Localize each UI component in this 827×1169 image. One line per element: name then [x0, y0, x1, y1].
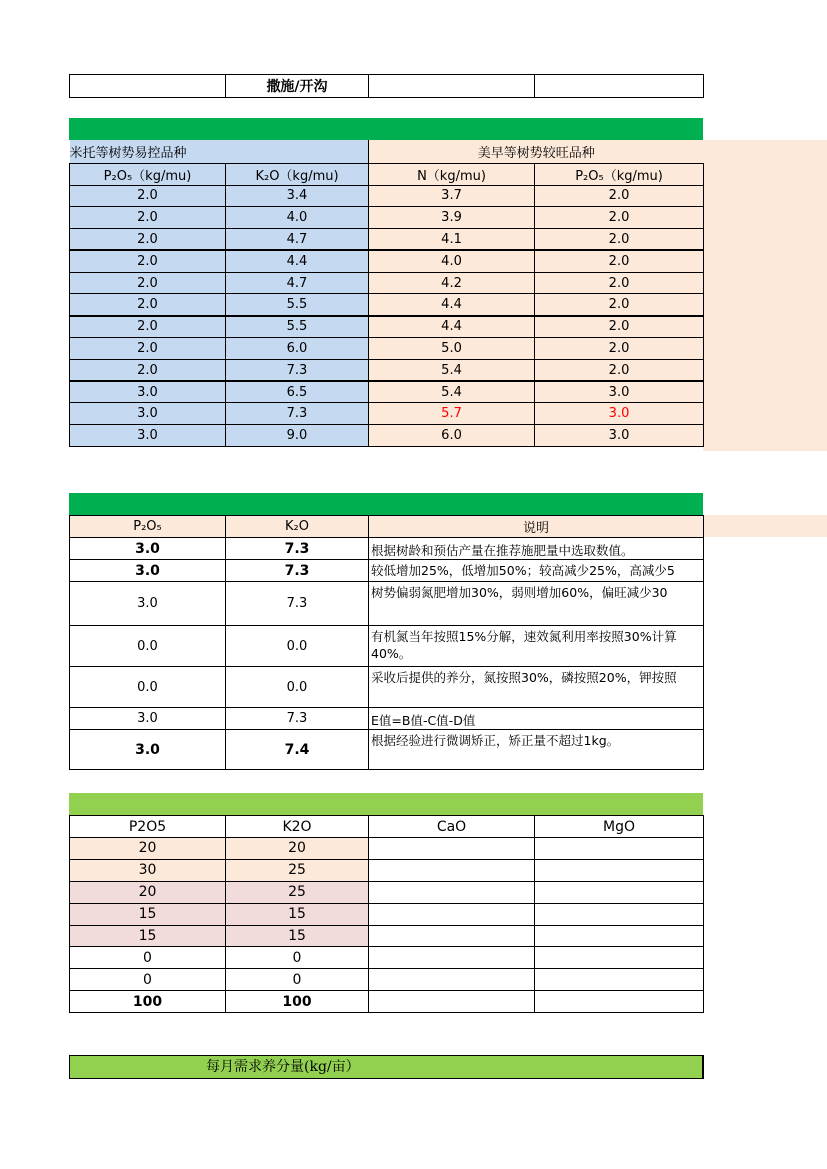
s2-cell: 3.0: [70, 538, 226, 560]
s2-col-header: P₂O₅: [70, 516, 226, 538]
table-row: [70, 207, 704, 229]
s3-cell: [369, 838, 535, 860]
table-row: [70, 925, 704, 947]
s1-col-header: P₂O₅（kg/mu): [70, 163, 226, 185]
section2-table: [69, 515, 704, 770]
s1-cell: 2.0: [535, 229, 704, 251]
s1-cell: 6.0: [369, 425, 535, 447]
s1-cell: 7.3: [226, 403, 369, 425]
s1-cell: 2.0: [535, 294, 704, 316]
s2-note: E值=B值-C值-D值: [369, 708, 704, 730]
s1-cell: 3.0: [535, 425, 704, 447]
s2-cell: 3.0: [70, 560, 226, 582]
table-row: [70, 838, 704, 860]
s2-note: 有机氮当年按照15%分解，速效氮利用率按照30%计算 40%。: [369, 626, 704, 667]
section2-header-bar: [69, 493, 703, 515]
s1-cell: 3.4: [226, 185, 369, 207]
table-row: [70, 667, 704, 708]
s1-cell: 2.0: [70, 272, 226, 294]
s3-cell: 20: [70, 881, 226, 903]
table-row: [70, 626, 704, 667]
s1-cell: 5.5: [226, 294, 369, 316]
s3-cell: [535, 925, 704, 947]
s1-cell: 2.0: [70, 229, 226, 251]
s2-cell: 7.3: [226, 708, 369, 730]
s1-cell: 2.0: [535, 359, 704, 381]
s1-cell: 4.0: [226, 207, 369, 229]
s2-note: 较低增加25%，低增加50%；较高减少25%，高减少5: [369, 560, 704, 582]
s3-cell: 20: [70, 838, 226, 860]
s1-cell: 3.9: [369, 207, 535, 229]
monthly-need-bar: [69, 1055, 704, 1079]
s1-cell: 4.0: [369, 250, 535, 272]
s1-cell: 5.0: [369, 338, 535, 360]
s1-cell: 6.5: [226, 381, 369, 403]
table-row: [70, 316, 704, 338]
s3-cell: 25: [226, 859, 369, 881]
section1-table: [69, 140, 704, 447]
s1-cell: 4.4: [226, 250, 369, 272]
table-row: [70, 991, 704, 1013]
s1-cell: 3.0: [70, 425, 226, 447]
top-cell-1: [70, 75, 226, 98]
top-row-table: [69, 74, 704, 98]
table-row: [70, 359, 704, 381]
section3-table: [69, 815, 704, 1013]
table-row: [70, 560, 704, 582]
s1-cell: 2.0: [535, 338, 704, 360]
s2-note: 树势偏弱氮肥增加30%，弱则增加60%，偏旺减少30: [369, 582, 704, 626]
top-cell-label: 撒施/开沟: [226, 75, 369, 98]
table-row: [70, 250, 704, 272]
s2-cell: 0.0: [226, 667, 369, 708]
table-row: [70, 403, 704, 425]
s1-cell: 4.7: [226, 272, 369, 294]
table-row: [70, 903, 704, 925]
s3-cell: 0: [70, 969, 226, 991]
s2-note: 采收后提供的养分，氮按照30%，磷按照20%，钾按照: [369, 667, 704, 708]
table-row: [70, 708, 704, 730]
s1-col-header: P₂O₅（kg/mu): [535, 163, 704, 185]
s2-cell: 3.0: [70, 730, 226, 770]
s2-cell: 7.3: [226, 582, 369, 626]
table-row: [70, 338, 704, 360]
section3-header-bar: [69, 793, 703, 815]
table-row: [70, 185, 704, 207]
s2-col-header: 说明: [369, 516, 704, 538]
section2-overflow-fill: [703, 515, 827, 537]
s1-cell: 2.0: [70, 250, 226, 272]
s1-cell: 2.0: [535, 207, 704, 229]
table-row: [70, 947, 704, 969]
s2-cell: 3.0: [70, 708, 226, 730]
s1-cell: 2.0: [70, 338, 226, 360]
s3-cell: 20: [226, 838, 369, 860]
s3-cell: [535, 838, 704, 860]
s1-cell: 4.7: [226, 229, 369, 251]
s1-cell: 5.7: [369, 403, 535, 425]
top-cell-4: [535, 75, 704, 98]
table-row: [70, 294, 704, 316]
s1-cell: 2.0: [70, 294, 226, 316]
s2-cell: 0.0: [226, 626, 369, 667]
s2-cell: 7.3: [226, 560, 369, 582]
s1-cell: 3.0: [70, 403, 226, 425]
s1-cell: 2.0: [70, 359, 226, 381]
s3-cell: 0: [70, 947, 226, 969]
table-row: [70, 582, 704, 626]
s3-cell: [369, 925, 535, 947]
s3-cell: [535, 947, 704, 969]
s3-cell: [369, 859, 535, 881]
s1-cell: 3.0: [70, 381, 226, 403]
s3-cell: 0: [226, 947, 369, 969]
s3-cell: [535, 859, 704, 881]
table-row: [70, 859, 704, 881]
s1-cell: 4.4: [369, 316, 535, 338]
top-cell-3: [369, 75, 535, 98]
table-row: [70, 381, 704, 403]
s1-cell: 4.2: [369, 272, 535, 294]
s3-cell: 15: [226, 903, 369, 925]
group-label-left: 米托等树势易控品种: [70, 140, 369, 163]
s1-cell: 2.0: [535, 272, 704, 294]
monthly-need-title: 每月需求养分量(kg/亩）: [206, 1059, 360, 1075]
s1-col-header: N（kg/mu): [369, 163, 535, 185]
s1-cell: 2.0: [535, 185, 704, 207]
s1-cell: 2.0: [535, 250, 704, 272]
s3-cell: [535, 991, 704, 1013]
s2-cell: 7.3: [226, 538, 369, 560]
s3-cell: [369, 947, 535, 969]
s2-cell: 7.4: [226, 730, 369, 770]
s3-col-header: K2O: [226, 816, 369, 838]
table-row: [70, 730, 704, 770]
table-row: [70, 425, 704, 447]
s3-cell: 100: [226, 991, 369, 1013]
s1-cell: 5.5: [226, 316, 369, 338]
s3-cell: 100: [70, 991, 226, 1013]
table-row: [70, 272, 704, 294]
s2-note: 根据树龄和预估产量在推荐施肥量中选取数值。: [369, 538, 704, 560]
s3-cell: [369, 903, 535, 925]
table-row: [70, 538, 704, 560]
s1-cell: 9.0: [226, 425, 369, 447]
s3-cell: 0: [226, 969, 369, 991]
s1-cell: 5.4: [369, 381, 535, 403]
s3-cell: 25: [226, 881, 369, 903]
s3-col-header: CaO: [369, 816, 535, 838]
s1-cell: 2.0: [70, 185, 226, 207]
s1-cell: 6.0: [226, 338, 369, 360]
s3-cell: 30: [70, 859, 226, 881]
s3-cell: [535, 881, 704, 903]
s1-cell: 2.0: [535, 316, 704, 338]
s1-cell: 3.7: [369, 185, 535, 207]
s3-cell: [535, 903, 704, 925]
group-label-right: 美早等树势较旺品种: [369, 140, 704, 163]
s1-cell: 2.0: [70, 316, 226, 338]
section1-overflow-fill: [703, 140, 827, 451]
s3-cell: [369, 991, 535, 1013]
s3-col-header: P2O5: [70, 816, 226, 838]
s3-cell: 15: [70, 903, 226, 925]
s1-cell: 7.3: [226, 359, 369, 381]
s1-cell: 5.4: [369, 359, 535, 381]
s3-cell: 15: [70, 925, 226, 947]
table-row: [70, 229, 704, 251]
s3-col-header: MgO: [535, 816, 704, 838]
s2-col-header: K₂O: [226, 516, 369, 538]
s3-cell: [369, 881, 535, 903]
table-row: [70, 881, 704, 903]
s2-note: 根据经验进行微调矫正，矫正量不超过1kg。: [369, 730, 704, 770]
s2-cell: 0.0: [70, 626, 226, 667]
table-row: [70, 969, 704, 991]
s3-cell: [369, 969, 535, 991]
s1-col-header: K₂O（kg/mu): [226, 163, 369, 185]
s1-cell: 4.1: [369, 229, 535, 251]
section1-header-bar: [69, 118, 703, 140]
s3-cell: [535, 969, 704, 991]
s1-cell: 3.0: [535, 381, 704, 403]
s2-cell: 3.0: [70, 582, 226, 626]
s2-cell: 0.0: [70, 667, 226, 708]
s1-cell: 2.0: [70, 207, 226, 229]
s1-cell: 3.0: [535, 403, 704, 425]
s3-cell: 15: [226, 925, 369, 947]
s1-cell: 4.4: [369, 294, 535, 316]
